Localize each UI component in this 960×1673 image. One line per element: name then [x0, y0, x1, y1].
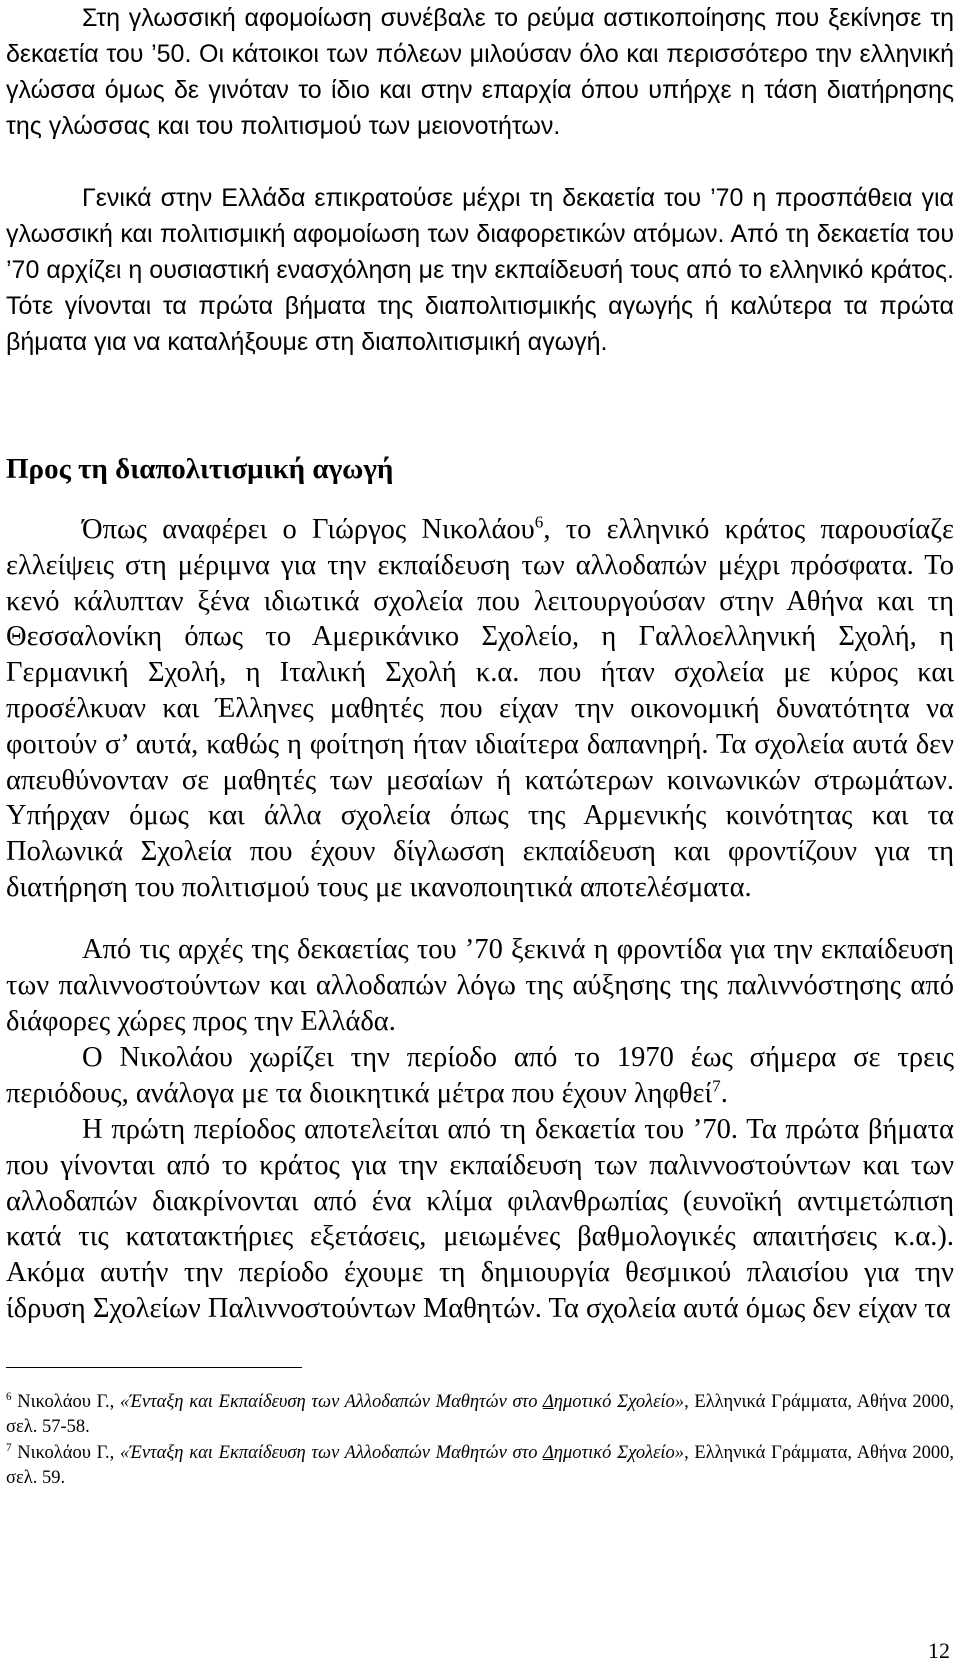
footnote-6: [6, 1390, 954, 1440]
footnote-title-part: Δ: [542, 1443, 554, 1463]
footnote-ref-6[interactable]: 6: [534, 512, 544, 532]
footnote-author: Νικολάου Γ.,: [11, 1392, 121, 1412]
footnote-publisher: , Ελληνικά Γράμματα, Αθήνα 2000, σελ. 59.: [6, 1443, 955, 1488]
paragraph-text: Ο Νικολάου χωρίζει την περίοδο από το 1970 έως σήμερα σε τρεις περιόδους, ανάλογα με τα διοικητικά μέτρα που έχουν ληφθεί: [6, 1042, 954, 1109]
paragraph-text: Γενικά στην Ελλάδα επικρατούσε μέχρι τη δεκαετία του ’70 η προσπάθεια για γλωσσική και πολιτισμική αφομοίωση των διαφορετικών ατόμων. Από τη δεκαετία του ’70 αρχίζει η ουσιαστική ενασχόληση με την εκπαίδευσή τους από το ελληνικό κράτος. Τότε γίνονται τα πρώτα βήματα της διαπολιτισμικής αγωγής ή καλύτερα τα πρώτα βήματα για να καταλήξουμε στη διαπολιτισμική αγωγή.: [6, 184, 954, 356]
footnote-number: 6: [6, 1390, 12, 1403]
paragraph-text: Όπως αναφέρει ο Γιώργος Νικολάου: [82, 514, 535, 545]
page-number: 12: [928, 1638, 950, 1663]
section-heading: Προς τη διαπολιτισμική αγωγή: [6, 453, 394, 485]
footnote-title: [120, 1392, 684, 1412]
paragraph-periods: [6, 1040, 954, 1112]
footnote-ref-7[interactable]: 7: [712, 1076, 721, 1096]
paragraph-intro-continuation: [6, 0, 954, 144]
footnote-separator: [6, 1367, 302, 1368]
paragraph-text: Η πρώτη περίοδος αποτελείται από τη δεκαετία του ’70. Τα πρώτα βήματα που γίνονται από το κράτος για την εκπαίδευση των παλιννοστούντων και των αλλοδαπών διακρίνονται από ένα κλίμα φιλανθρωπίας (ευνοϊκή αντιμετώπιση κατά τις κατατακτήριες εξετάσεις, μειωμένες βαθμολογικές απαιτήσεις κ.α.). Ακόμα αυτήν την περίοδο έχουμε τη δημιουργία θεσμικού πλαισίου για την ίδρυση Σχολείων Παλιννοστούντων Μαθητών. Τα σχολεία αυτά όμως δεν είχαν τα: [6, 1114, 954, 1324]
paragraph-text: Από τις αρχές της δεκαετίας του ’70 ξεκινά η φροντίδα για την εκπαίδευση των παλιννοστούντων και αλλοδαπών λόγω της αύξησης της παλιννόστησης από διάφορες χώρες προς την Ελλάδα.: [6, 934, 954, 1037]
footnote-title-part: ημοτικό Σχολείο»: [553, 1392, 685, 1412]
paragraph-nikolaou-schools: [6, 512, 954, 906]
footnote-publisher: , Ελληνικά Γράμματα, Αθήνα 2000, σελ. 57-58.: [6, 1392, 955, 1437]
footnote-title-part: «Ένταξη και Εκπαίδευση των Αλλοδαπών Μαθητών στο: [120, 1392, 543, 1412]
paragraph-seventies: [6, 932, 954, 1039]
paragraph-text: , το ελληνικό κράτος παρουσίαζε ελλείψεις στη μέριμνα για την εκπαίδευση των αλλοδαπών μέχρι πρόσφατα. Το κενό κάλυπταν ξένα ιδιωτικά σχολεία που λειτουργούσαν στην Αθήνα και τη Θεσσαλονίκη όπως το Αμερικάνικο Σχολείο, η Γαλλοελληνική Σχολή, η Γερμανική Σχολή, η Ιταλική Σχολή κ.α. που ήταν σχολεία με κύρος και προσέλκυαν και Έλληνες μαθητές που είχαν την οικονομική δυνατότητα να φοιτούν σ’ αυτά, καθώς η φοίτηση ήταν ιδιαίτερα δαπανηρή. Τα σχολεία αυτά δεν απευθύνονταν σε μαθητές των μεσαίων ή κατώτερων κοινωνικών στρωμάτων. Υπήρχαν όμως και άλλα σχολεία όπως της Αρμενικής κοινότητας και τα Πολωνικά Σχολεία που έχουν δίγλωσση εκπαίδευση και φροντίζουν για τη διατήρηση του πολιτισμού τους με ικανοποιητικά αποτελέσματα.: [6, 514, 955, 903]
footnote-7: [6, 1441, 954, 1491]
footnote-title-part: «Ένταξη και Εκπαίδευση των Αλλοδαπών Μαθητών στο: [120, 1443, 543, 1463]
footnote-author: Νικολάου Γ.,: [11, 1443, 121, 1463]
paragraph-first-period: [6, 1112, 954, 1327]
footnote-title-part: ημοτικό Σχολείο»: [553, 1443, 685, 1463]
paragraph-greece-assimilation: [6, 180, 954, 360]
footnote-number: 7: [6, 1441, 12, 1454]
footnote-title: [120, 1443, 684, 1463]
footnote-title-part: Δ: [542, 1392, 554, 1412]
paragraph-text: Στη γλωσσική αφομοίωση συνέβαλε το ρεύμα αστικοποίησης που ξεκίνησε τη δεκαετία του ’50. Οι κάτοικοι των πόλεων μιλούσαν όλο και περισσότερο την ελληνική γλώσσα όμως δε γινόταν το ίδιο και στην επαρχία όπου υπήρχε η τάση διατήρησης της γλώσσας και του πολιτισμού των μειονοτήτων.: [6, 4, 954, 140]
paragraph-text: .: [720, 1077, 728, 1109]
